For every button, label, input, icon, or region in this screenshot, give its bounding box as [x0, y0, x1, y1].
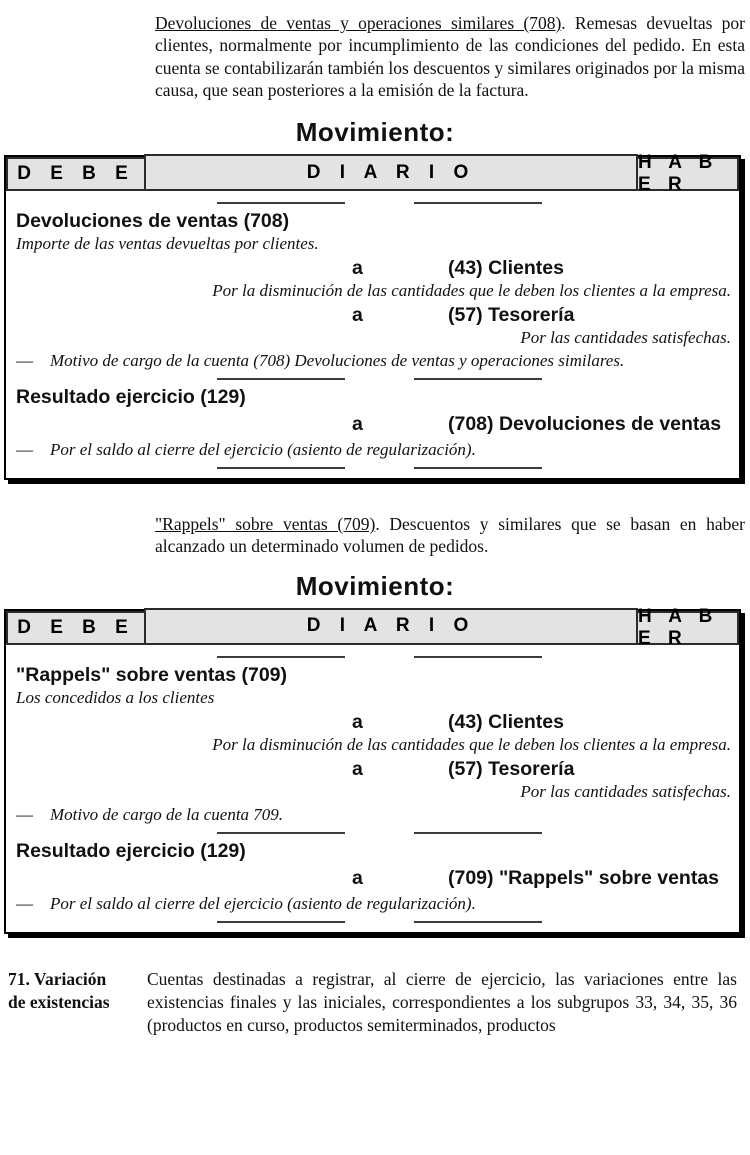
journal-entries [6, 191, 739, 478]
intro-paragraph [155, 0, 745, 101]
credit-account: (57) Tesorería [448, 757, 575, 780]
separator-line-left [217, 202, 345, 204]
credit-connector: a [352, 866, 363, 889]
term-definition-row [0, 968, 750, 1037]
table-header-debe: D E B E [6, 157, 144, 191]
table-header-diario: D I A R I O [144, 154, 638, 191]
separator-line-left [217, 921, 345, 923]
table-header-diario: D I A R I O [144, 608, 638, 645]
credit-line [12, 757, 733, 782]
entry-separator [12, 462, 733, 472]
credit-connector: a [352, 257, 363, 280]
rappels-paragraph [155, 513, 745, 558]
entry-separator [12, 197, 733, 207]
credit-account: (708) Devoluciones de ventas [448, 413, 722, 436]
credit-line [12, 866, 733, 891]
term-definition-text: Cuentas destinadas a registrar, al cierre de ejercicio, las variaciones entre las existencias finales y las iniciales, correspondientes a los subgrupos 33, 34, 35, 36 (productos en curso, productos semiterminados, productos [147, 968, 737, 1035]
dash-marker: — [16, 351, 33, 371]
separator-line-left [217, 656, 345, 658]
credit-connector: a [352, 304, 363, 327]
motivo-text: Por el saldo al cierre del ejercicio (asiento de regularización). [50, 440, 476, 460]
motivo-text: Por el saldo al cierre del ejercicio (asiento de regularización). [50, 893, 476, 913]
debit-account: "Rappels" sobre ventas (709) [16, 663, 288, 686]
debit-account: Resultado ejercicio (129) [16, 839, 246, 862]
credit-line [12, 303, 733, 328]
separator-line-right [414, 378, 542, 380]
entry-separator [12, 651, 733, 661]
separator-line-right [414, 202, 542, 204]
motivo-note [12, 804, 733, 825]
credit-connector: a [352, 757, 363, 780]
entry-note-right: Por la disminución de las cantidades que le deben los clientes a la empresa. [212, 734, 731, 754]
dash-marker: — [16, 893, 33, 913]
journal-table-709 [4, 605, 741, 934]
debit-account: Resultado ejercicio (129) [16, 386, 246, 409]
table-header-row [6, 605, 739, 649]
table-header-haber: H A B E R [638, 611, 739, 645]
motivo-note [12, 350, 733, 371]
dash-marker: — [16, 804, 33, 824]
credit-account: (709) "Rappels" sobre ventas [448, 866, 720, 889]
motivo-note [12, 439, 733, 460]
motivo-text: Motivo de cargo de la cuenta (708) Devoluciones de ventas y operaciones similares. [50, 351, 625, 371]
journal-table-708 [4, 152, 741, 480]
credit-connector: a [352, 413, 363, 436]
movimiento-heading-2: Movimiento: [295, 570, 455, 601]
table-header-haber: H A B E R [638, 157, 739, 191]
motivo-note [12, 893, 733, 914]
entry-separator [12, 373, 733, 383]
separator-line-left [217, 467, 345, 469]
separator-line-right [414, 656, 542, 658]
debit-account: Devoluciones de ventas (708) [16, 210, 290, 233]
entry-note-right: Por la disminución de las cantidades que le deben los clientes a la empresa. [212, 281, 731, 301]
intro-paragraph-text: . Remesas devueltas por clientes, normalmente por incumplimiento de las condiciones del pedido. En esta cuenta se contabilizarán también los descuentos y similares originados por la misma causa, que sean posteriores a la emisión de la factura. [155, 13, 746, 100]
credit-account: (57) Tesorería [448, 304, 575, 327]
credit-line [12, 256, 733, 281]
credit-connector: a [352, 710, 363, 733]
separator-line-right [414, 921, 542, 923]
term-label [0, 968, 147, 1037]
rappels-paragraph-text: . Descuentos y similares que se basan en haber alcanzado un determinado volumen de pedidos. [155, 514, 745, 557]
separator-line-right [414, 832, 542, 834]
credit-account: (43) Clientes [448, 710, 564, 733]
separator-line-left [217, 832, 345, 834]
credit-line [12, 412, 733, 437]
credit-account: (43) Clientes [448, 257, 564, 280]
rappels-underlined-term: "Rappels" sobre ventas (709) [155, 514, 376, 535]
journal-entries [6, 645, 739, 932]
term-label-line2: de existencias [8, 991, 110, 1012]
entry-note-left: Importe de las ventas devueltas por clientes. [16, 234, 319, 254]
entry-note-right: Por las cantidades satisfechas. [520, 328, 731, 348]
dash-marker: — [16, 440, 33, 460]
entry-note-left: Los concedidos a los clientes [16, 687, 215, 707]
separator-line-left [217, 378, 345, 380]
credit-line [12, 710, 733, 735]
table-header-debe: D E B E [6, 611, 144, 645]
entry-note-right: Por las cantidades satisfechas. [520, 781, 731, 801]
intro-underlined-term: Devoluciones de ventas y operaciones similares (708) [155, 13, 562, 33]
movimiento-heading-1: Movimiento: [295, 117, 455, 148]
separator-line-right [414, 467, 542, 469]
term-label-line1: 71. Variación [8, 968, 107, 989]
entry-separator [12, 827, 733, 837]
motivo-text: Motivo de cargo de la cuenta 709. [50, 804, 284, 824]
entry-separator [12, 916, 733, 926]
table-header-row [6, 152, 739, 196]
